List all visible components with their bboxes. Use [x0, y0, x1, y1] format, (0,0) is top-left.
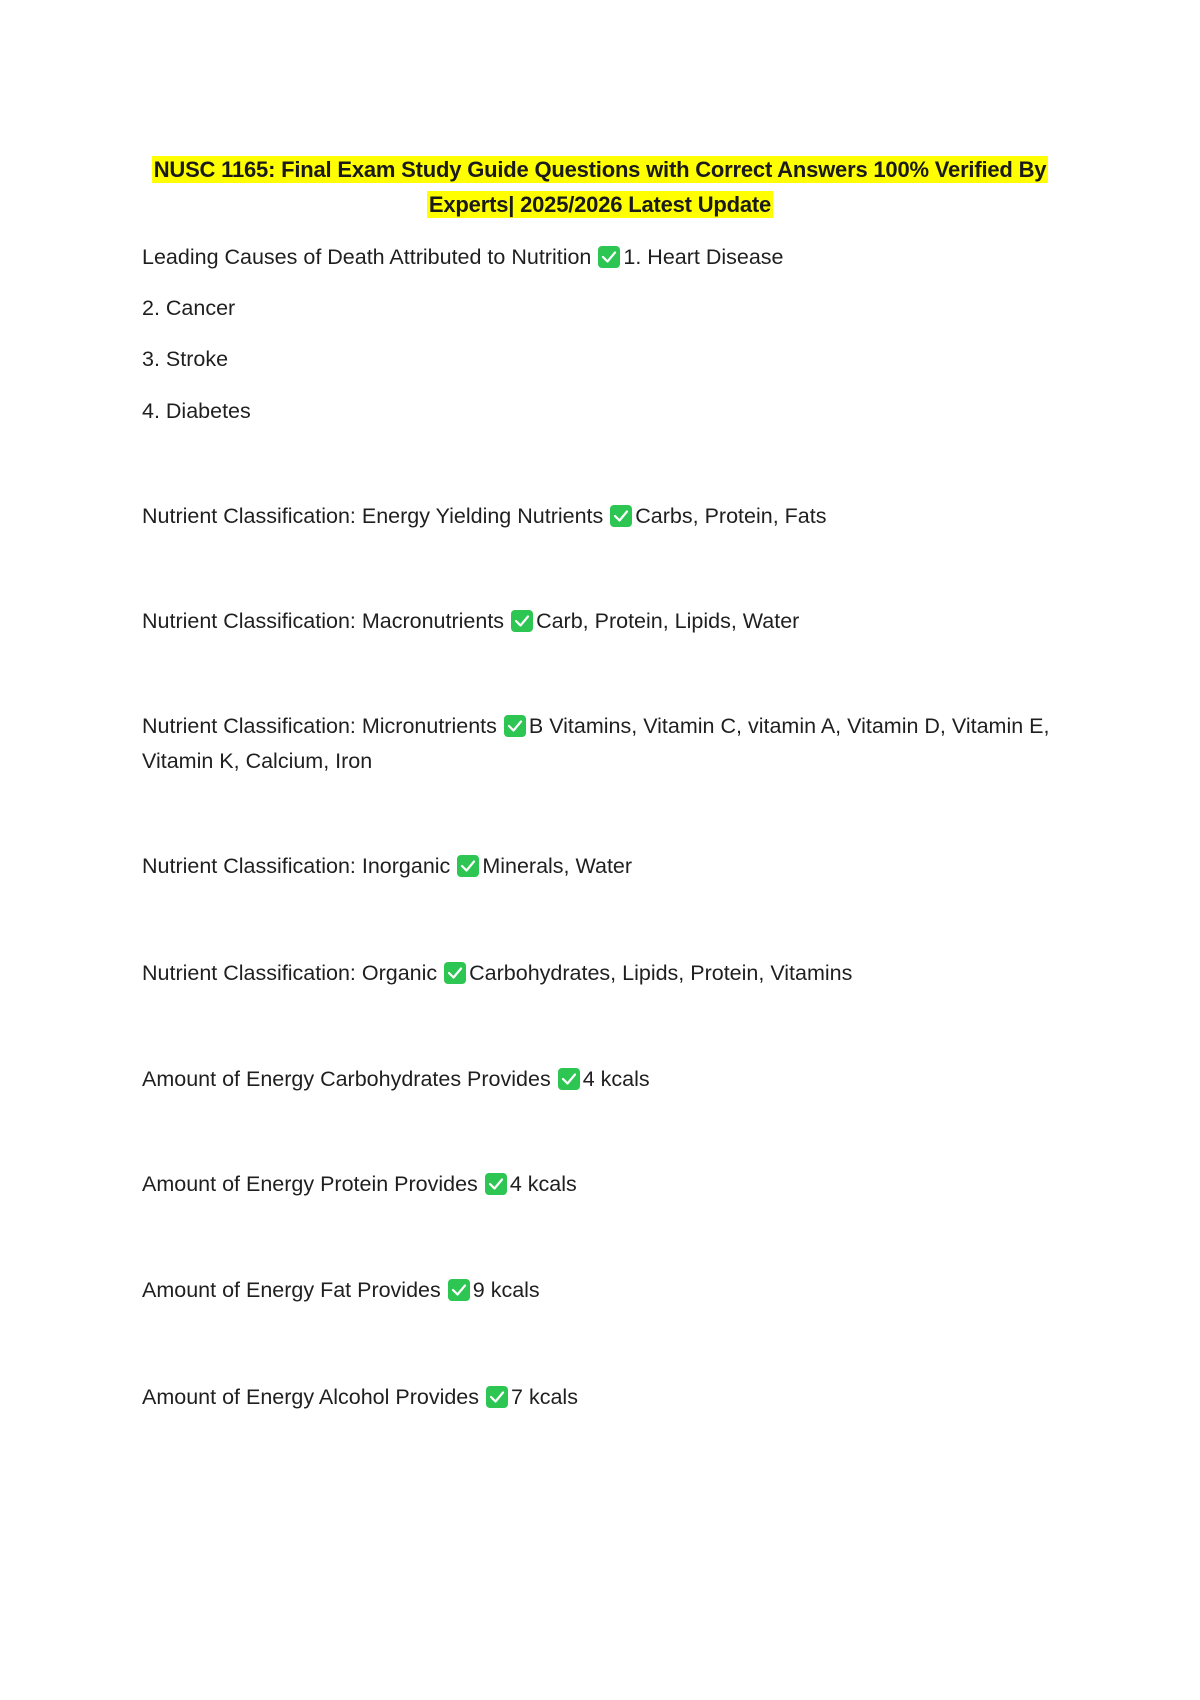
- question-text: Amount of Energy Alcohol Provides: [142, 1385, 480, 1409]
- answer-text: 9 kcals: [472, 1278, 540, 1302]
- title-line-2: Experts| 2025/2026 Latest Update: [428, 192, 772, 217]
- list-item: 3. Stroke: [142, 347, 229, 371]
- document-title: [150, 152, 1050, 222]
- check-box-icon: [598, 246, 620, 268]
- question-text: Amount of Energy Protein Provides: [142, 1172, 478, 1196]
- answer-text: 7 kcals: [511, 1385, 578, 1409]
- qa-item: [142, 499, 826, 534]
- answer-text: Minerals, Water: [482, 854, 633, 878]
- answer-text: 4 kcals: [509, 1172, 577, 1196]
- answer-text: B Vitamins, Vitamin C, vitamin A, Vitamin D, Vitamin E, Vitamin K, Calcium, Iron: [142, 714, 1050, 773]
- answer-text: Carb, Protein, Lipids, Water: [536, 609, 800, 633]
- qa-item: [142, 1380, 578, 1415]
- check-box-icon: [511, 610, 533, 632]
- answer-text: Carbs, Protein, Fats: [635, 504, 827, 528]
- check-box-icon: [504, 715, 526, 737]
- question-text: Amount of Energy Fat Provides: [142, 1278, 441, 1302]
- check-box-icon: [457, 855, 479, 877]
- qa-item: [142, 604, 799, 639]
- question-text: Leading Causes of Death Attributed to Nutrition: [142, 245, 592, 269]
- question-text: Nutrient Classification: Inorganic: [142, 854, 451, 878]
- list-item: 2. Cancer: [142, 296, 236, 320]
- check-box-icon: [444, 962, 466, 984]
- check-box-icon: [558, 1068, 580, 1090]
- answer-text: Carbohydrates, Lipids, Protein, Vitamins: [469, 961, 853, 985]
- question-text: Nutrient Classification: Micronutrients: [142, 714, 497, 738]
- list-item: 4. Diabetes: [142, 399, 251, 423]
- check-box-icon: [610, 505, 632, 527]
- title-line-1: NUSC 1165: Final Exam Study Guide Questions with Correct Answers 100% Verified By: [153, 157, 1047, 182]
- check-box-icon: [485, 1173, 507, 1195]
- qa-item: [142, 1062, 650, 1097]
- qa-item: [142, 709, 1062, 779]
- qa-item: [142, 1167, 577, 1202]
- question-text: Amount of Energy Carbohydrates Provides: [142, 1067, 551, 1091]
- check-box-icon: [486, 1386, 508, 1408]
- qa-item: [142, 1273, 540, 1308]
- qa-item: [142, 240, 784, 275]
- qa-item: [142, 956, 852, 991]
- qa-item: [142, 849, 632, 884]
- question-text: Nutrient Classification: Macronutrients: [142, 609, 505, 633]
- check-box-icon: [448, 1279, 470, 1301]
- question-text: Nutrient Classification: Energy Yielding Nutrients: [142, 504, 604, 528]
- question-text: Nutrient Classification: Organic: [142, 961, 438, 985]
- answer-text: 1. Heart Disease: [623, 245, 784, 269]
- answer-text: 4 kcals: [582, 1067, 650, 1091]
